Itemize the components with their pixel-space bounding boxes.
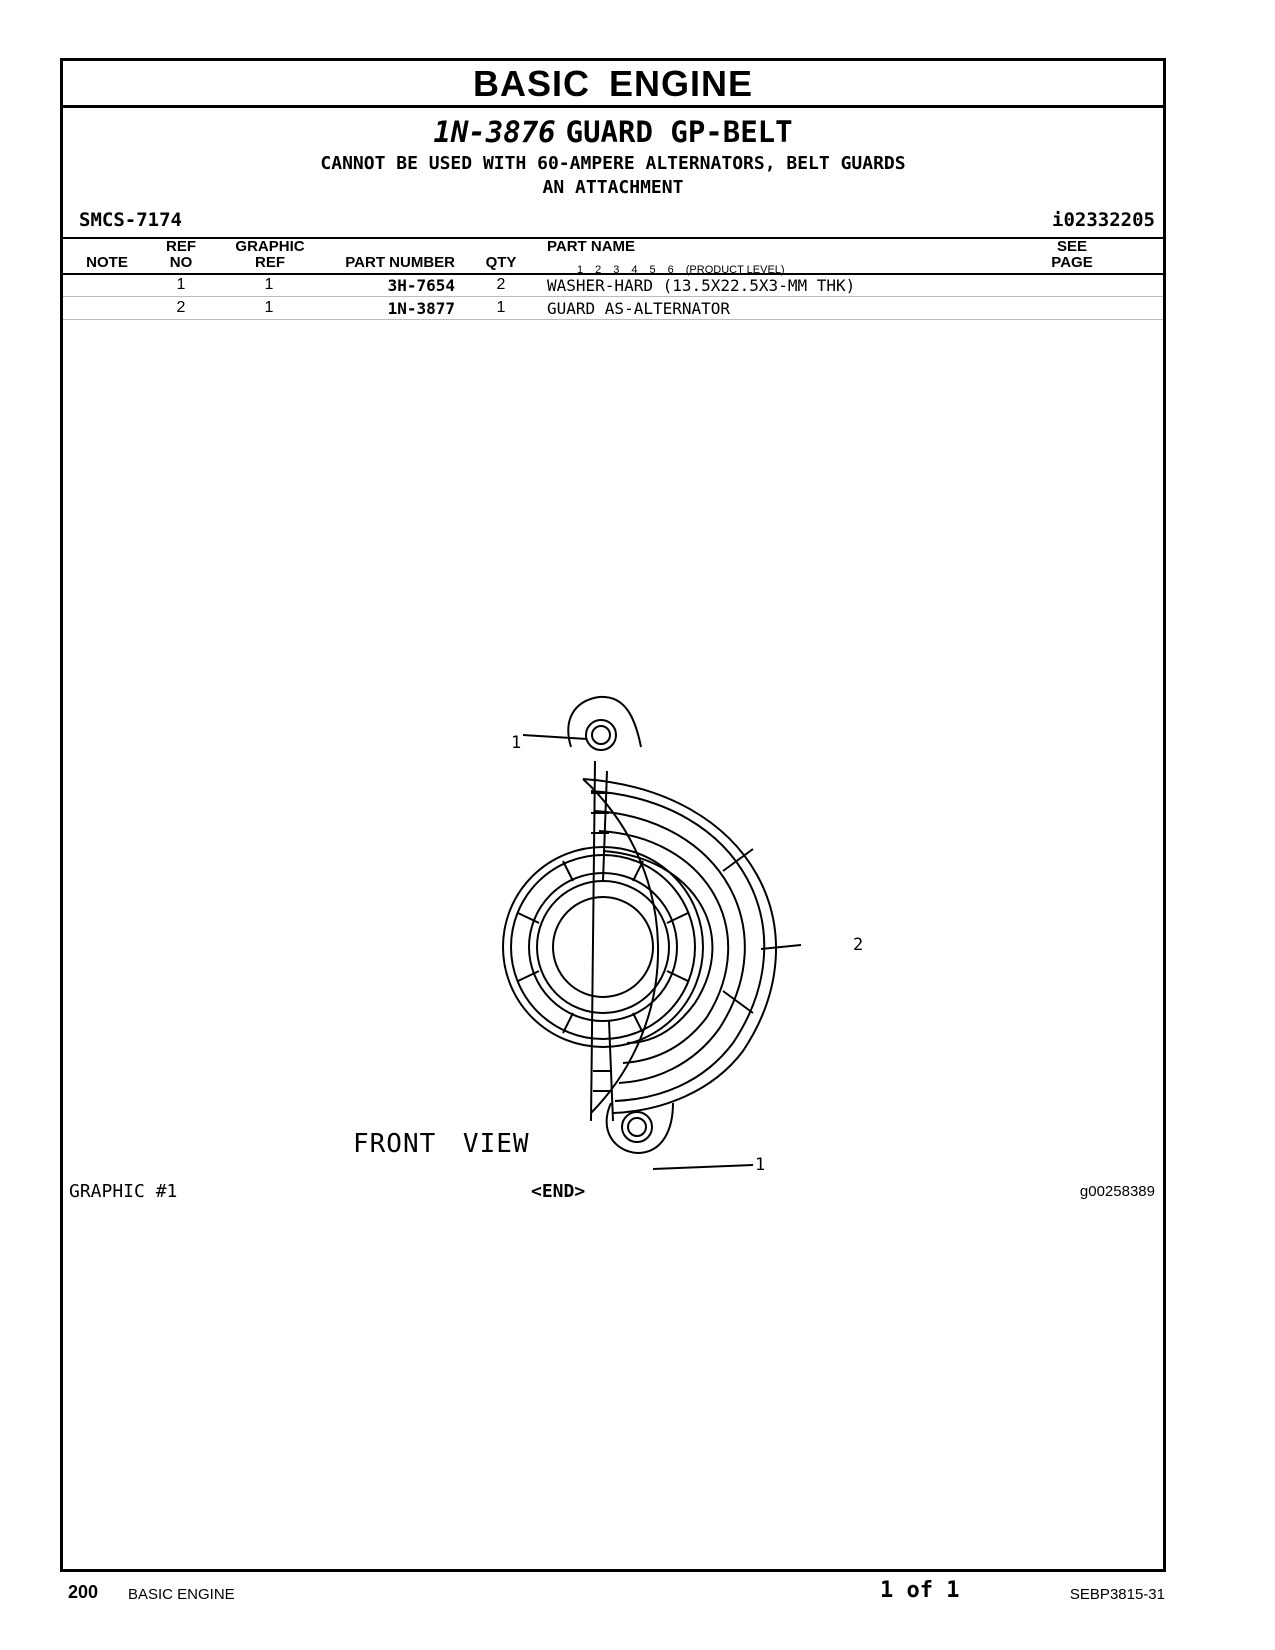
document-id: i02332205 [1052,209,1155,231]
section-title: BASIC ENGINE [63,61,1163,108]
level-2: 2 [595,264,602,276]
header-qty: QTY [485,254,517,271]
graphic-id: g00258389 [1079,1183,1155,1200]
level-6: 6 [667,264,674,276]
level-4: 4 [631,264,638,276]
row-qty: 1 [496,299,506,316]
row-qty: 2 [496,276,506,293]
page-frame [60,58,1166,1572]
table-row [63,297,1163,320]
footer-page-number: 200 [68,1582,99,1602]
row-part-name: GUARD AS-ALTERNATOR [547,299,731,318]
group-note-line-2: AN ATTACHMENT [542,177,684,198]
row-part-name: WASHER-HARD (13.5X22.5X3-MM THK) [547,276,856,295]
callout-washer-bottom: 1 [755,1155,766,1175]
group-part-number: 1N-3876 [433,115,556,149]
header-ref-no-line2: NO [169,254,193,271]
guard-drawing [423,651,843,1191]
callout-washer-top: 1 [511,733,522,753]
smcs-code: SMCS-7174 [79,209,182,231]
header-graphic-ref-line2: REF [255,254,285,271]
level-5: 5 [649,264,656,276]
header-graphic-ref-line1: GRAPHIC [235,238,305,255]
end-marker: <END> [531,1181,586,1202]
view-caption: FRONT VIEW [353,1129,530,1159]
group-name: GUARD GP-BELT [565,115,793,149]
row-graphic-ref: 1 [264,299,274,316]
callout-guard: 2 [853,935,864,955]
graphic-label: GRAPHIC #1 [69,1181,178,1202]
header-part-name: PART NAME [547,238,636,255]
footer-page-of: 1 of 1 [880,1578,960,1603]
levels-label: (PRODUCT LEVEL) [685,264,785,276]
group-note-line-1: CANNOT BE USED WITH 60-AMPERE ALTERNATORS, BELT GUARDS [320,153,906,174]
header-note: NOTE [86,254,128,271]
header-see-page [1037,239,1107,271]
level-1: 1 [577,264,584,276]
table-row [63,274,1163,297]
group-title [63,115,1163,149]
header-see-page-line2: PAGE [1051,254,1093,271]
header-graphic-ref [225,239,315,271]
footer-section: BASIC ENGINE [128,1586,235,1603]
header-ref-no-line1: REF [166,238,196,255]
row-ref-no: 2 [176,299,186,316]
header-see-page-line1: SEE [1056,238,1087,255]
row-part-number: 3H-7654 [387,276,455,295]
header-ref-no [155,239,207,271]
level-3: 3 [613,264,620,276]
row-part-number: 1N-3877 [387,299,455,318]
header-part-number: PART NUMBER [345,254,455,271]
row-graphic-ref: 1 [264,276,274,293]
row-ref-no: 1 [176,276,186,293]
footer-book-id: SEBP3815-31 [1069,1586,1165,1603]
